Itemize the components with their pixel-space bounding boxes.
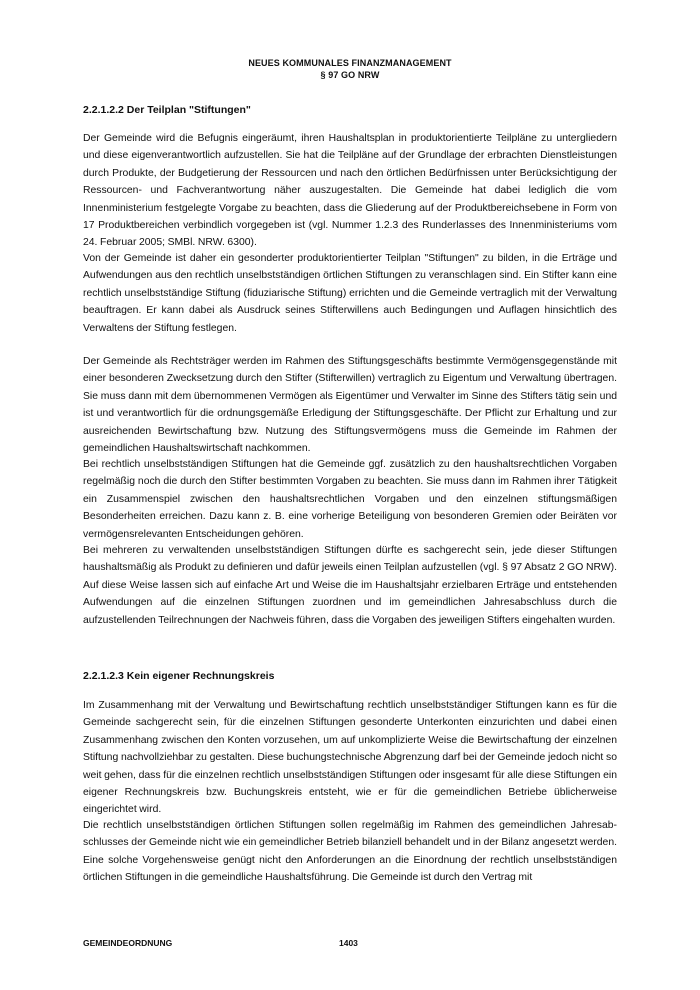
paragraph: Der Gemeinde als Rechtsträger werden im Rahmen des Stiftungsgeschäfts bestimmte Vermögensgegenstände mit einer besonderen Zwecksetzung durch den Stifter (Stifterwillen) vertraglich zu Eigentum und Verwaltung übertragen. Sie muss dann mit dem übernommenen Vermögen als Eigentümer und Verwalter im Sinne des Stifters tätig sein und ist und verantwortlich für die ordnungsgemäße Erledigung der Stiftungsgeschäfte. Der Pflicht zur Erhaltung und zur ausreichenden Bewirtschaftung bzw. Nutzung des Stiftungsvermögens muss die Gemeinde im Rahmen der gemeindlichen Haushaltswirtschaft nachkommen. [83, 356, 617, 455]
paragraph: Im Zusammenhang mit der Verwaltung und Bewirtschaftung rechtlich unselbstständiger Stiftungen kann es für die Gemeinde sachgerecht sein, für die einzelnen Stiftungen gesonderte Unterkonten einzurichten und dabei einen Zusammenhang zwischen den Konten vorzusehen, um auf unkomplizierte Weise die Bewirtschaftung der einzelnen Stiftung nachvollziehbar zu gestalten. Diese buchungstechnische Abgrenzung darf bei der Gemeinde jedoch nicht so weit gehen, dass für die einzelnen rechtlich unselbstständigen Stiftungen oder insgesamt für alle diese Stiftungen ein eigener Rechnungskreis bzw. Buchungskreis entsteht, wie er für die gemeindlichen Betriebe üblicherweise eingerichtet wird. [83, 700, 617, 816]
paragraph: Bei rechtlich unselbstständigen Stiftungen hat die Gemeinde ggf. zusätzlich zu den haushaltsrechtlichen Vorgaben regelmäßig noch die durch den Stifter bestimmten Vorgaben zu beachten. Sie muss dann im Rahmen ihrer Tätigkeit ein Zusammenspiel zwischen den haushaltsrechtlichen Vorgaben und den einzelnen stiftungsmäßigen Besonderheiten erreichen. Dazu kann z. B. eine vorherige Beteiligung von besonderen Gremien oder Beiräten vor vermögensrelevanten Entscheidungen gehören. [83, 459, 617, 540]
footer-title: GEMEINDEORDNUNG [83, 938, 173, 948]
paragraph: Der Gemeinde wird die Befugnis eingeräumt, ihren Haushaltsplan in produktorientierte Teilpläne zu untergliedern und diese eigenverantwortlich aufzustellen. Sie hat die Teilpläne auf der Grundlage der erbrachten Dienstleistungen durch Produkte, der Budgetierung der Ressourcen und nach den örtlichen Bedürfnissen unter Berücksichtigung der Ressourcen- und Fachverantwortung näher auszugestalten. Die Gemeinde hat dabei lediglich die vom Innenministerium festgelegte Vorgabe zu beachten, dass die Gliederung auf der Produktbereichsebene in Form von 17 Produktbereichen verbindlich vorgegeben ist (vgl. Nummer 1.2.3 des Runderlasses des Innenministeriums vom 24. Februar 2005; SMBl. NRW. 6300). [83, 133, 617, 249]
header-subtitle: § 97 GO NRW [320, 70, 380, 80]
header-title: NEUES KOMMUNALES FINANZMANAGEMENT [248, 58, 452, 68]
paragraph: Von der Gemeinde ist daher ein gesonderter produktorientierter Teilplan "Stiftungen" zu bilden, in die Erträge und Aufwendungen aus den rechtlich unselbstständigen örtlichen Stiftungen zu veranschlagen sind. Ein Stifter kann eine rechtlich unselbstständige Stiftung (fiduziarische Stiftung) errichten und die Gemeinde vertraglich mit der Verwaltung beauftragen. Er kann dabei als Ausdruck seines Stifterwillens auch Bedingungen und Auflagen hinsichtlich des Verwaltens der Stiftung festlegen. [83, 253, 617, 334]
paragraph: Bei mehreren zu verwaltenden unselbstständigen Stiftungen dürfte es sachgerecht sein, jede dieser Stiftungen haushaltsmäßig als Produkt zu definieren und dafür jeweils einen Teilplan aufzustellen (vgl. § 97 Absatz 2 GO NRW). Auf diese Weise lassen sich auf einfache Art und Weise die im Haushaltsjahr erzielbaren Erträge und entstehenden Aufwendungen auf die einzelnen Stiftungen zuordnen und im gemeindlichen Jahresabschluss durch die aufzustellenden Teilrechnungen der Nachweis führen, dass die Vorgaben des jeweiligen Stifters eingehalten wurden. [83, 545, 617, 626]
paragraph: Die rechtlich unselbstständigen örtlichen Stiftungen sollen regelmäßig im Rahmen des gemeindlichen Jahresabschlusses der Gemeinde nicht wie ein gemeindlicher Betrieb bilanziell behandelt und in der Bilanz angesetzt werden. Eine solche Vorgehensweise genügt nicht den Anforderungen an die Einordnung der rechtlich unselbstständigen örtlichen Stiftungen in die gemeindliche Haushaltsführung. Die Gemeinde ist durch den Vertrag mit [83, 820, 617, 884]
section-heading-rechnungskreis: 2.2.1.2.3 Kein eigener Rechnungskreis [83, 670, 275, 682]
page-header [0, 57, 700, 81]
section-heading-teilplan: 2.2.1.2.2 Der Teilplan "Stiftungen" [83, 104, 251, 116]
page-number: 1403 [339, 938, 358, 948]
